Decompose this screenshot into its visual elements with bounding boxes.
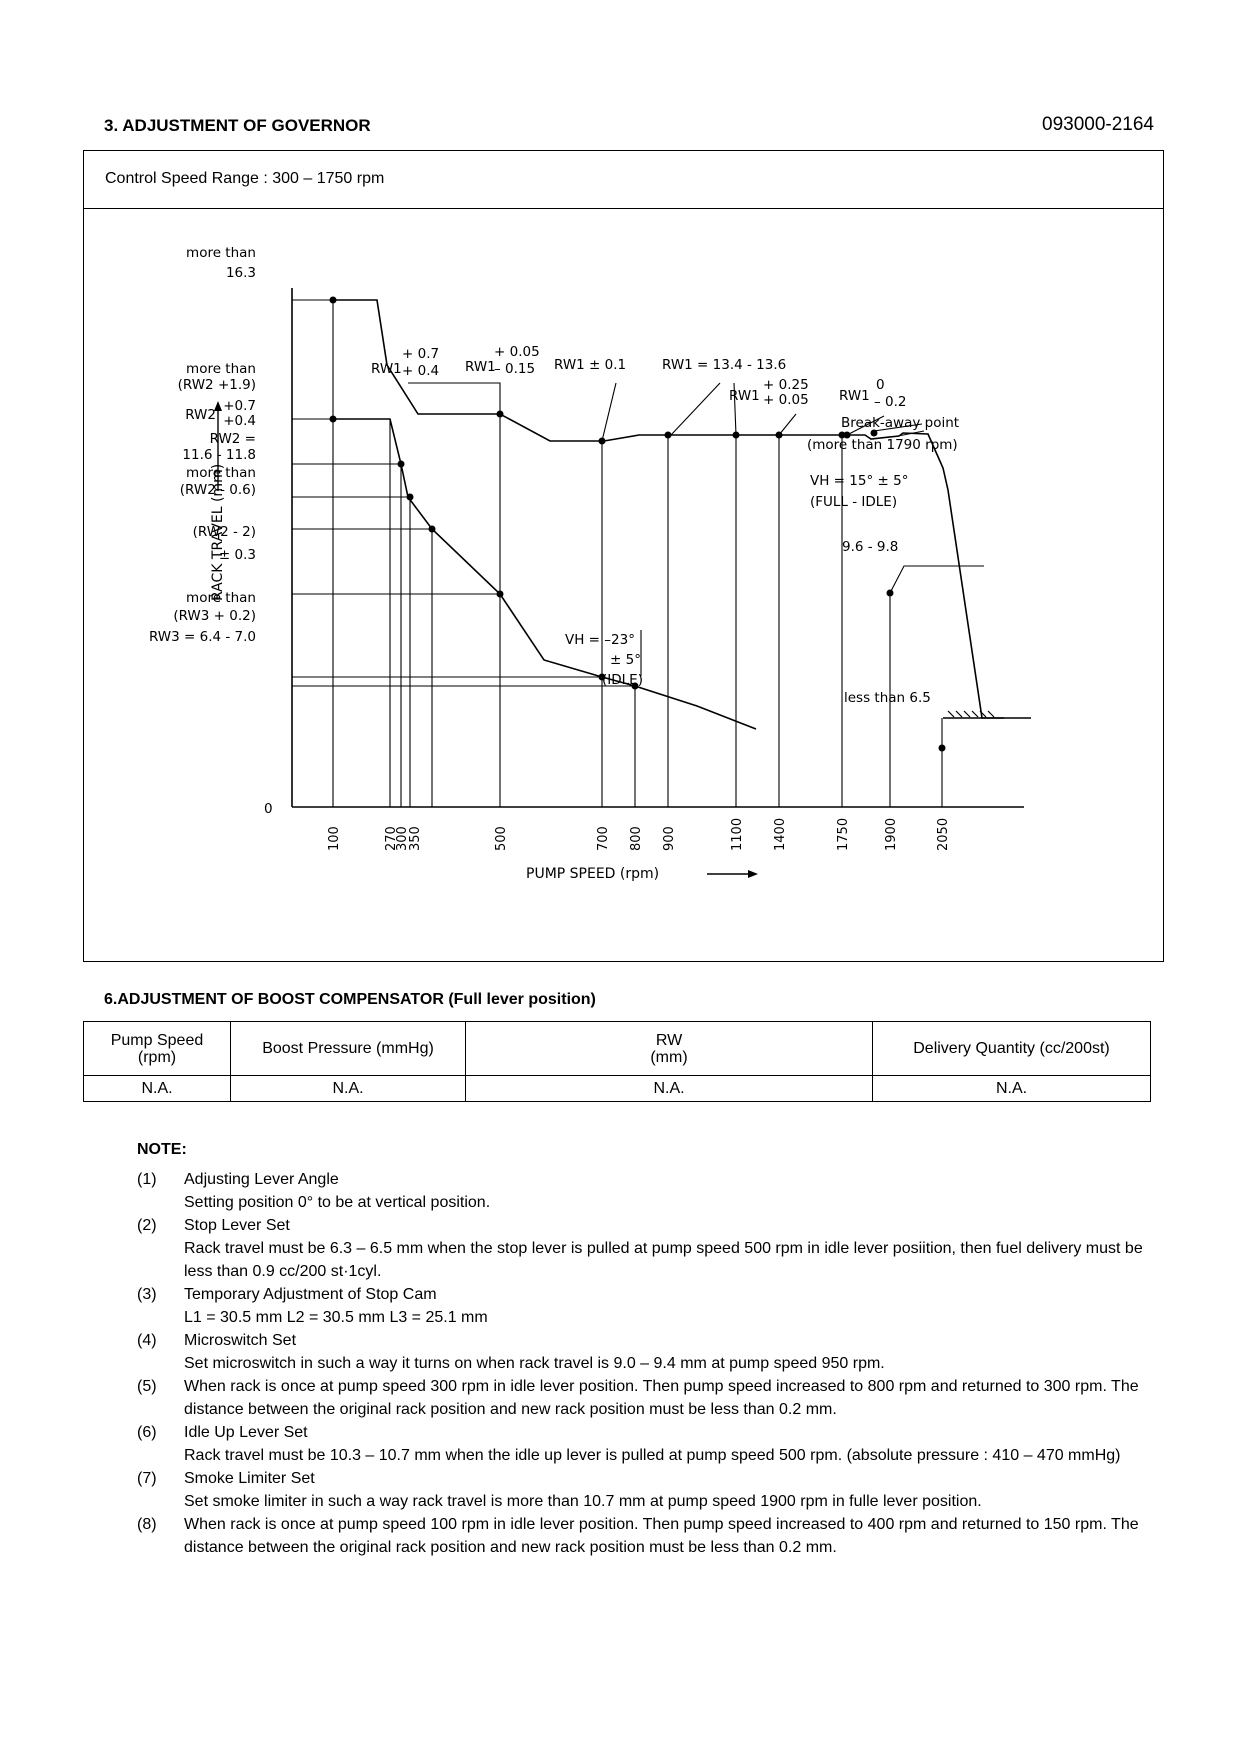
table-cell: N.A.: [466, 1076, 873, 1102]
boost-table: [83, 1021, 1151, 1102]
note-number: (1): [137, 1171, 157, 1188]
note-item: [137, 1214, 1167, 1283]
x-tick-label: 2050: [936, 817, 951, 851]
note-item: [137, 1467, 1167, 1513]
governor-box: [83, 150, 1164, 962]
x-tick-label: 350: [408, 826, 423, 851]
note-line: Set microswitch in such a way it turns on when rack travel is 9.0 – 9.4 mm at pump speed 950 rpm.: [184, 1355, 885, 1372]
table-cell: N.A.: [84, 1076, 231, 1102]
control-speed-range: Control Speed Range : 300 – 1750 rpm: [105, 170, 385, 187]
note-line: When rack is once at pump speed 300 rpm in idle lever position. Then pump speed increased to 800 rpm and returned to 300 rpm. The distance between the original rack position and new rack position must be less than 0.2 mm.: [184, 1378, 1139, 1418]
annotation: Break-away point: [841, 415, 960, 431]
x-tick-label: 1100: [730, 817, 745, 851]
y-label: RW3 = 6.4 - 7.0: [148, 629, 256, 645]
note-number: (8): [137, 1516, 157, 1533]
y-label: 16.3: [225, 265, 256, 281]
note-line: When rack is once at pump speed 100 rpm in idle lever position. Then pump speed increased to 400 rpm and returned to 150 rpm. The distance between the original rack position and new rack position must be less than 0.2 mm.: [184, 1516, 1139, 1556]
note-line: Rack travel must be 10.3 – 10.7 mm when the idle up lever is pulled at pump speed 500 rpm. (absolute pressure : 410 – 470 mmHg): [184, 1447, 1121, 1464]
x-tick-label: 300: [395, 826, 410, 851]
annotation: RW1: [839, 388, 870, 404]
y-label: RW2: [185, 407, 216, 423]
y-axis-label: RACK TRAVEL (mm): [210, 463, 226, 601]
note-item: [137, 1513, 1167, 1559]
annotation: 0: [876, 377, 885, 393]
note-line: L1 = 30.5 mm L2 = 30.5 mm L3 = 25.1 mm: [184, 1309, 488, 1326]
annotation: RW1: [371, 361, 402, 377]
note-line: Smoke Limiter Set: [184, 1470, 315, 1487]
note-number: (6): [137, 1424, 157, 1441]
note-body: [184, 1421, 1167, 1467]
y-label: +0.4: [223, 413, 256, 429]
note-line: Rack travel must be 6.3 – 6.5 mm when the stop lever is pulled at pump speed 500 rpm in idle lever posiition, then fuel delivery must be less than 0.9 cc/200 st·1cyl.: [184, 1240, 1143, 1280]
note-number: (7): [137, 1470, 157, 1487]
annotation: (FULL - IDLE): [810, 494, 898, 510]
y-label: ± 0.3: [218, 547, 256, 563]
note-line: Setting position 0° to be at vertical position.: [184, 1194, 491, 1211]
x-tick-label: 1400: [773, 817, 788, 851]
annotation: – 0.15: [494, 361, 536, 377]
annotation: RW1 = 13.4 - 13.6: [662, 357, 787, 373]
x-tick-label: 700: [596, 826, 611, 851]
notes-title: NOTE:: [137, 1141, 187, 1158]
annotation: + 0.4: [402, 363, 440, 379]
annotation: + 0.05: [763, 392, 809, 408]
y-origin-label: 0: [264, 801, 273, 817]
governor-chart: [84, 151, 1165, 963]
note-number: (5): [137, 1378, 157, 1395]
table-cell: N.A.: [231, 1076, 466, 1102]
column-header: Boost Pressure (mmHg): [231, 1022, 466, 1076]
x-tick-label: 100: [327, 826, 342, 851]
note-line: Microswitch Set: [184, 1332, 297, 1349]
note-item: [137, 1421, 1167, 1467]
note-line: Stop Lever Set: [184, 1217, 290, 1234]
note-body: [184, 1283, 1167, 1329]
x-tick-label: 900: [662, 826, 677, 851]
y-label: more than: [186, 465, 256, 481]
x-tick-label: 500: [494, 826, 509, 851]
table-cell: N.A.: [873, 1076, 1151, 1102]
x-tick-label: 1900: [884, 817, 899, 851]
annotation: RW1: [729, 388, 760, 404]
x-tick-label: 1750: [836, 817, 851, 851]
table-header-row: [84, 1022, 1151, 1076]
note-item: [137, 1168, 1167, 1214]
note-number: (4): [137, 1332, 157, 1349]
idle-lever-curve: [333, 419, 756, 729]
y-label: RW2 =: [209, 431, 256, 447]
note-line: Adjusting Lever Angle: [184, 1171, 339, 1188]
y-label: (RW3 + 0.2): [173, 608, 256, 624]
note-item: [137, 1283, 1167, 1329]
column-header: Pump Speed (rpm): [84, 1022, 231, 1076]
column-header: RW (mm): [466, 1022, 873, 1076]
note-number: (3): [137, 1286, 157, 1303]
annotation: (IDLE): [602, 672, 643, 688]
annotation: RW1: [465, 359, 496, 375]
annotation: 9.6 - 9.8: [842, 539, 899, 555]
annotation: (more than 1790 rpm): [807, 437, 958, 453]
note-number: (2): [137, 1217, 157, 1234]
boost-compensator-title: 6.ADJUSTMENT OF BOOST COMPENSATOR (Full lever position): [104, 991, 596, 1008]
table-row: [84, 1076, 1151, 1102]
annotation: less than 6.5: [844, 690, 931, 706]
y-label: (RW2 - 2): [192, 524, 256, 540]
annotation: RW1 ± 0.1: [554, 357, 627, 373]
y-label: (RW2 +1.9): [177, 377, 256, 393]
y-label: more than: [186, 361, 256, 377]
annotation: VH = 15° ± 5°: [810, 473, 909, 489]
section-title: 3. ADJUSTMENT OF GOVERNOR: [104, 116, 371, 135]
note-line: Set smoke limiter in such a way rack travel is more than 10.7 mm at pump speed 1900 rpm in fulle lever position.: [184, 1493, 982, 1510]
document-number: 093000-2164: [1042, 114, 1154, 135]
y-label: +0.7: [223, 398, 256, 414]
y-label: more than: [186, 245, 256, 261]
note-body: [184, 1214, 1167, 1283]
note-line: Temporary Adjustment of Stop Cam: [184, 1286, 437, 1303]
note-body: [184, 1168, 1167, 1214]
y-label: more than: [186, 590, 256, 606]
note-item: [137, 1375, 1167, 1421]
annotation: ± 5°: [610, 652, 641, 668]
x-tick-label: 270: [384, 826, 399, 851]
annotation: + 0.05: [494, 344, 540, 360]
notes-list: [137, 1168, 1167, 1559]
y-label: 11.6 - 11.8: [182, 447, 256, 463]
note-body: [184, 1467, 1167, 1513]
column-header: Delivery Quantity (cc/200st): [873, 1022, 1151, 1076]
note-body: [184, 1513, 1167, 1559]
x-axis-label: PUMP SPEED (rpm): [526, 866, 660, 882]
annotation: VH = –23°: [565, 632, 635, 648]
note-item: [137, 1329, 1167, 1375]
annotation: – 0.2: [874, 394, 907, 410]
note-line: Idle Up Lever Set: [184, 1424, 308, 1441]
x-tick-label: 800: [629, 826, 644, 851]
y-label: (RW2 - 0.6): [179, 482, 256, 498]
annotation: + 0.7: [402, 346, 440, 362]
note-body: [184, 1375, 1167, 1421]
annotation: + 0.25: [763, 377, 809, 393]
note-body: [184, 1329, 1167, 1375]
